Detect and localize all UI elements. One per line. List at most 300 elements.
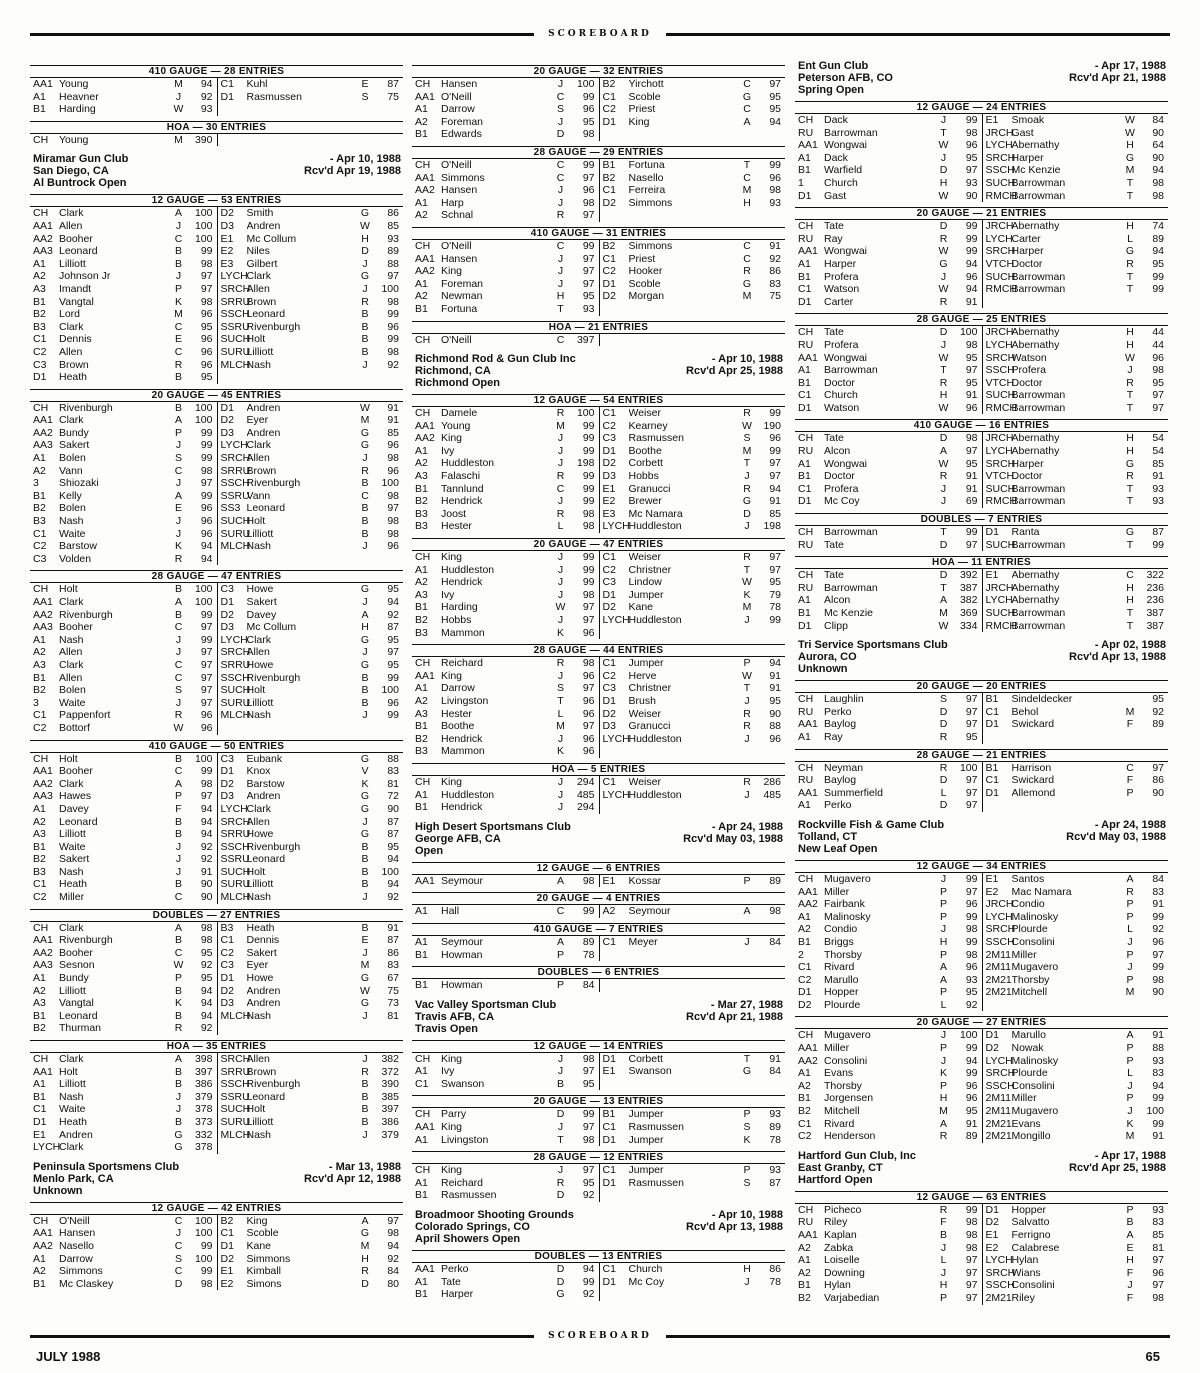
result-row xyxy=(30,515,217,528)
score-cell: 99 xyxy=(582,905,595,918)
score-cell: 97 xyxy=(387,646,399,659)
class-cell: SRCH xyxy=(985,151,1016,164)
score-cell: 99 xyxy=(200,426,213,439)
event-header: 410 GAUGE — 28 ENTRIES xyxy=(30,65,403,78)
shooter-name: Mc Collum xyxy=(246,621,297,634)
class-cell: LYCH xyxy=(220,802,248,815)
class-cell: A3 xyxy=(33,828,46,841)
shooter-name: Howe xyxy=(246,828,274,841)
result-row xyxy=(983,470,1169,483)
residency-cell: G xyxy=(360,583,370,596)
event-header: DOUBLES — 7 ENTRIES xyxy=(795,513,1168,526)
score-cell: 98 xyxy=(1152,176,1164,189)
class-cell: SUCH xyxy=(220,333,251,346)
shooter-name: Darrow xyxy=(441,682,475,695)
result-row xyxy=(412,708,599,721)
class-cell: LYCH xyxy=(985,910,1013,923)
event-header: 12 GAUGE — 24 ENTRIES xyxy=(795,101,1168,114)
class-cell: B3 xyxy=(415,626,428,639)
club-header xyxy=(798,60,1168,96)
residency-cell: B xyxy=(361,865,369,878)
score-cell: 93 xyxy=(582,302,595,315)
class-cell: D3 xyxy=(220,219,234,232)
class-cell: AA3 xyxy=(33,245,53,258)
class-cell: A1 xyxy=(33,1078,46,1091)
shooter-name: Huddleston xyxy=(628,520,682,533)
class-cell: D2 xyxy=(602,457,616,470)
score-cell: 485 xyxy=(576,788,595,801)
score-cell: 91 xyxy=(387,401,399,414)
results-left xyxy=(412,551,599,639)
class-cell: SUCH xyxy=(220,684,251,697)
residency-cell: D xyxy=(556,1275,565,1288)
score-cell: 382 xyxy=(959,594,978,607)
score-cell: 96 xyxy=(582,707,595,720)
class-cell: CH xyxy=(798,220,814,233)
score-cell: 93 xyxy=(1152,495,1164,508)
result-row xyxy=(412,949,599,962)
residency-cell: J xyxy=(557,576,564,589)
shooter-name: Miller xyxy=(59,891,85,904)
shooter-name: Harding xyxy=(59,103,96,116)
residency-cell: J xyxy=(1127,935,1133,948)
residency-cell: J xyxy=(557,78,564,90)
shooter-name: Simmons xyxy=(59,1265,103,1278)
result-row xyxy=(30,722,217,735)
results-right xyxy=(599,78,786,141)
class-cell: MLCH xyxy=(220,1128,251,1141)
score-cell: 96 xyxy=(582,745,595,758)
residency-cell: C xyxy=(174,765,183,778)
shooter-name: Reichard xyxy=(441,657,484,670)
score-cell: 78 xyxy=(769,1133,781,1146)
score-cell: 95 xyxy=(769,90,781,103)
score-cell: 95 xyxy=(965,986,978,999)
residency-cell: B xyxy=(361,853,369,866)
club-title-row xyxy=(415,999,785,1011)
result-row xyxy=(600,695,786,708)
club-block xyxy=(412,65,785,346)
residency-cell: W xyxy=(938,351,949,364)
shooter-name: Scoble xyxy=(628,90,661,103)
result-row xyxy=(30,465,217,478)
club-name: Vac Valley Sportsman Club xyxy=(415,998,557,1011)
shooter-name: Miller xyxy=(824,885,850,898)
shooter-name: Jumper xyxy=(628,1164,664,1177)
score-cell: 93 xyxy=(965,176,978,189)
result-row xyxy=(30,1010,217,1023)
result-row xyxy=(983,127,1169,140)
class-cell: A2 xyxy=(415,115,428,128)
score-cell: 98 xyxy=(769,184,781,197)
shooter-name: Seymour xyxy=(441,874,484,887)
result-row xyxy=(795,1242,982,1255)
shooter-name: Perko xyxy=(824,799,852,812)
result-row xyxy=(218,270,404,283)
class-cell: B2 xyxy=(415,614,428,626)
club-name: Peninsula Sportsmens Club xyxy=(33,1160,180,1173)
shooter-name: Hooker xyxy=(628,265,663,278)
result-row xyxy=(412,627,599,640)
residency-cell: R xyxy=(939,1203,948,1216)
result-row xyxy=(412,432,599,445)
residency-cell: M xyxy=(1125,705,1135,718)
class-cell: B1 xyxy=(33,489,46,502)
result-row xyxy=(412,420,599,433)
residency-cell: J xyxy=(175,477,182,490)
class-cell: C1 xyxy=(798,1117,812,1130)
residency-cell: P xyxy=(1126,948,1134,961)
shooter-name: Abernathy xyxy=(1011,432,1060,445)
residency-cell: B xyxy=(174,828,182,841)
score-cell: 90 xyxy=(1152,126,1164,139)
result-row xyxy=(795,127,982,140)
residency-cell: D xyxy=(939,220,948,233)
shooter-name: Rivenburgh xyxy=(246,477,301,490)
event-header: 12 GAUGE — 14 ENTRIES xyxy=(412,1040,785,1053)
residency-cell: R xyxy=(361,1065,369,1078)
result-row xyxy=(795,495,982,508)
residency-cell: F xyxy=(1126,718,1134,731)
result-row xyxy=(795,1105,982,1118)
result-row xyxy=(30,1240,217,1253)
score-cell: 382 xyxy=(381,1053,399,1065)
event-header: 12 GAUGE — 53 ENTRIES xyxy=(30,194,403,207)
score-cell: 94 xyxy=(965,257,978,270)
result-row xyxy=(795,1118,982,1131)
residency-cell: T xyxy=(1126,619,1134,632)
class-cell: B1 xyxy=(798,164,811,177)
residency-cell: M xyxy=(174,133,183,146)
residency-cell: C xyxy=(174,891,183,904)
result-row xyxy=(600,657,786,670)
shooter-name: Kossar xyxy=(628,874,662,887)
results-grid xyxy=(795,1204,1168,1305)
result-row xyxy=(412,483,599,496)
class-cell: CH xyxy=(415,239,431,252)
score-cell: 100 xyxy=(381,684,399,697)
result-row xyxy=(600,1134,786,1147)
score-cell: 99 xyxy=(200,439,213,452)
shooter-name: Bundy xyxy=(59,426,89,439)
result-row xyxy=(983,1092,1169,1105)
club-shoot-row xyxy=(798,1174,1168,1186)
event-block xyxy=(795,860,1168,1012)
residency-cell: W xyxy=(938,139,949,152)
result-row xyxy=(983,693,1169,706)
score-cell: 75 xyxy=(387,90,399,103)
residency-cell: D xyxy=(556,1108,565,1121)
club-block xyxy=(795,819,1168,1143)
shooter-name: Downing xyxy=(824,1266,865,1279)
class-cell: CH xyxy=(415,78,431,90)
club-header xyxy=(415,1209,785,1245)
residency-cell: C xyxy=(174,1265,183,1278)
shooter-name: Holt xyxy=(246,333,266,346)
residency-cell: J xyxy=(940,151,947,164)
residency-cell: S xyxy=(939,693,947,706)
score-cell: 92 xyxy=(200,853,213,866)
shooter-name: Barstow xyxy=(246,777,285,790)
result-row xyxy=(600,420,786,433)
residency-cell: B xyxy=(361,696,369,709)
class-cell: B2 xyxy=(415,732,428,745)
results-right xyxy=(982,693,1169,743)
class-cell: D2 xyxy=(798,998,812,1011)
score-cell: 387 xyxy=(959,581,978,594)
score-cell: 97 xyxy=(769,78,781,90)
shooter-name: Davey xyxy=(246,608,277,621)
score-cell: 93 xyxy=(1152,1054,1164,1067)
result-row xyxy=(795,1292,982,1305)
residency-cell: P xyxy=(939,986,947,999)
shooter-name: Leonard xyxy=(59,1009,98,1022)
score-cell: 93 xyxy=(769,1164,781,1177)
results-right xyxy=(599,240,786,316)
event-header: 28 GAUGE — 47 ENTRIES xyxy=(30,570,403,583)
residency-cell: W xyxy=(742,576,752,589)
result-row xyxy=(218,78,404,91)
class-cell: C2 xyxy=(220,946,234,959)
score-cell: 94 xyxy=(387,1239,399,1252)
score-cell: 98 xyxy=(965,923,978,936)
residency-cell: P xyxy=(1126,1042,1134,1055)
shooter-name: Kane xyxy=(628,601,654,614)
result-row xyxy=(218,853,404,866)
class-cell: C1 xyxy=(220,1227,234,1240)
shooter-name: Knox xyxy=(246,765,271,778)
class-cell: CH xyxy=(33,207,49,220)
residency-cell: B xyxy=(174,934,182,947)
score-cell: 88 xyxy=(769,720,781,733)
result-row xyxy=(412,1263,599,1276)
score-cell: 86 xyxy=(1152,774,1164,787)
score-cell: 96 xyxy=(965,1092,978,1105)
residency-cell: S xyxy=(174,684,182,697)
event-block xyxy=(795,1191,1168,1305)
result-row xyxy=(983,364,1169,377)
residency-cell: J xyxy=(940,270,947,283)
result-row xyxy=(795,1254,982,1267)
score-cell: 98 xyxy=(200,1277,213,1290)
score-cell: 97 xyxy=(387,502,399,515)
result-row xyxy=(600,1121,786,1134)
score-cell: 99 xyxy=(387,333,399,346)
result-row xyxy=(795,139,982,152)
score-cell: 100 xyxy=(194,1214,213,1227)
residency-cell: P xyxy=(1126,973,1134,986)
class-cell: D2 xyxy=(220,207,234,220)
class-cell: A1 xyxy=(33,972,46,985)
results-left xyxy=(412,240,599,316)
shooter-name: Bolen xyxy=(59,452,86,465)
shooter-name: Sakert xyxy=(59,439,90,452)
class-cell: A1 xyxy=(415,788,428,801)
score-cell: 390 xyxy=(194,133,213,146)
residency-cell: G xyxy=(1125,457,1135,470)
score-cell: 95 xyxy=(965,376,978,389)
class-cell: B1 xyxy=(415,1288,428,1301)
class-cell: C1 xyxy=(985,774,999,787)
score-cell: 95 xyxy=(1152,257,1164,270)
class-cell: B1 xyxy=(415,979,428,992)
class-cell: D2 xyxy=(220,777,234,790)
residency-cell: F xyxy=(940,1216,947,1229)
class-cell: A1 xyxy=(415,682,428,695)
class-cell: 2M11 xyxy=(985,1092,1011,1105)
class-cell: SRCH xyxy=(985,923,1016,936)
score-cell: 87 xyxy=(1152,526,1164,539)
residency-cell: J xyxy=(1127,1105,1133,1118)
residency-cell: J xyxy=(744,788,750,801)
shooter-name: Huddleston xyxy=(628,788,682,801)
score-cell: 97 xyxy=(582,277,595,290)
residency-cell: C xyxy=(174,621,183,634)
class-cell: D1 xyxy=(602,444,616,457)
residency-cell: G xyxy=(742,495,752,508)
result-row xyxy=(795,974,982,987)
event-block xyxy=(412,65,785,141)
results-grid xyxy=(412,905,785,918)
residency-cell: D xyxy=(556,1263,565,1276)
result-row xyxy=(30,359,217,372)
shoot-name: Richmond Open xyxy=(415,377,500,390)
residency-cell: R xyxy=(361,464,369,477)
shooter-name: Eyer xyxy=(246,959,269,972)
club-location-row xyxy=(798,831,1168,843)
class-cell: B1 xyxy=(985,693,999,706)
residency-cell: C xyxy=(556,171,565,184)
event-block xyxy=(412,966,785,992)
class-cell: C1 xyxy=(602,252,616,265)
residency-cell: H xyxy=(939,389,948,402)
class-cell: AA2 xyxy=(415,184,435,197)
score-cell: 91 xyxy=(1152,898,1164,911)
residency-cell: G xyxy=(360,270,370,283)
result-row xyxy=(30,490,217,503)
shooter-name: Parry xyxy=(441,1108,467,1121)
results-grid xyxy=(795,762,1168,812)
residency-cell: T xyxy=(743,563,751,576)
shooter-name: O'Neill xyxy=(441,90,472,103)
results-grid xyxy=(412,78,785,141)
result-row xyxy=(412,1053,599,1066)
class-cell: SRCH xyxy=(220,1053,251,1065)
residency-cell: R xyxy=(556,407,565,420)
residency-cell: C xyxy=(556,239,565,252)
results-right xyxy=(982,873,1169,1012)
shooter-name: Christner xyxy=(628,563,672,576)
class-cell: A1 xyxy=(798,594,811,607)
shooter-name: Profera xyxy=(824,338,859,351)
shooter-name: Lilliott xyxy=(59,984,86,997)
results-left xyxy=(30,753,217,904)
class-cell: LYCH xyxy=(33,1141,61,1154)
shooter-name: Barrowman xyxy=(1011,283,1066,296)
result-row xyxy=(600,78,786,91)
score-cell: 78 xyxy=(769,601,781,614)
score-cell: 85 xyxy=(1152,1229,1164,1241)
score-cell: 96 xyxy=(582,626,595,639)
class-cell: AA1 xyxy=(415,252,435,265)
shooter-name: Alcon xyxy=(824,594,851,607)
shooter-name: Andren xyxy=(246,790,281,803)
class-cell: CH xyxy=(415,1164,431,1177)
class-cell: MLCH xyxy=(220,709,251,722)
score-cell: 99 xyxy=(582,419,595,432)
class-cell: E1 xyxy=(220,232,234,245)
residency-cell: W xyxy=(938,283,949,296)
result-row xyxy=(795,949,982,962)
score-cell: 99 xyxy=(1152,910,1164,923)
residency-cell: L xyxy=(1127,232,1133,245)
score-cell: 92 xyxy=(387,608,399,621)
score-cell: 99 xyxy=(387,308,399,321)
class-cell: B2 xyxy=(33,684,46,697)
class-cell: SSCH xyxy=(985,364,1015,377)
score-cell: 98 xyxy=(582,128,595,141)
shooter-name: Barrowman xyxy=(1011,401,1066,414)
score-cell: 97 xyxy=(582,209,595,222)
residency-cell: T xyxy=(743,457,751,470)
class-cell: SUCH xyxy=(985,607,1016,619)
results-right xyxy=(982,114,1169,202)
residency-cell: P xyxy=(1126,898,1134,911)
score-cell: 94 xyxy=(200,78,213,90)
result-row xyxy=(795,233,982,246)
shooter-name: Andren xyxy=(246,984,281,997)
score-cell: 83 xyxy=(387,959,399,972)
residency-cell: R xyxy=(556,657,565,670)
result-row xyxy=(412,564,599,577)
class-cell: B2 xyxy=(33,502,46,515)
result-row xyxy=(30,853,217,866)
results-left xyxy=(795,526,982,551)
score-cell: 96 xyxy=(582,669,595,682)
class-cell: E1 xyxy=(602,1065,616,1078)
residency-cell: R xyxy=(743,775,751,788)
residency-cell: C xyxy=(174,946,183,959)
result-row xyxy=(795,283,982,296)
result-row xyxy=(412,445,599,458)
shooter-name: Swanson xyxy=(441,1077,485,1090)
result-row xyxy=(983,339,1169,352)
residency-cell: M xyxy=(360,1239,370,1252)
result-row xyxy=(983,445,1169,458)
residency-cell: G xyxy=(360,972,370,985)
class-cell: LYCH xyxy=(985,232,1013,245)
shooter-name: Evans xyxy=(824,1067,854,1080)
result-row xyxy=(30,427,217,440)
class-cell: AA1 xyxy=(33,1227,53,1240)
residency-cell: J xyxy=(175,1103,182,1116)
result-row xyxy=(983,594,1169,607)
result-row xyxy=(983,1067,1169,1080)
score-cell: 93 xyxy=(965,973,978,986)
residency-cell: J xyxy=(557,184,564,197)
result-row xyxy=(795,620,982,633)
class-cell: AA1 xyxy=(798,139,818,152)
results-right xyxy=(599,407,786,533)
result-row xyxy=(218,283,404,296)
result-row xyxy=(218,1066,404,1079)
score-cell: 98 xyxy=(965,1229,978,1241)
class-cell: JRCH xyxy=(985,326,1014,339)
residency-cell: W xyxy=(938,189,949,202)
score-cell: 92 xyxy=(200,1022,213,1035)
results-left xyxy=(412,979,599,992)
event-block xyxy=(412,1095,785,1146)
